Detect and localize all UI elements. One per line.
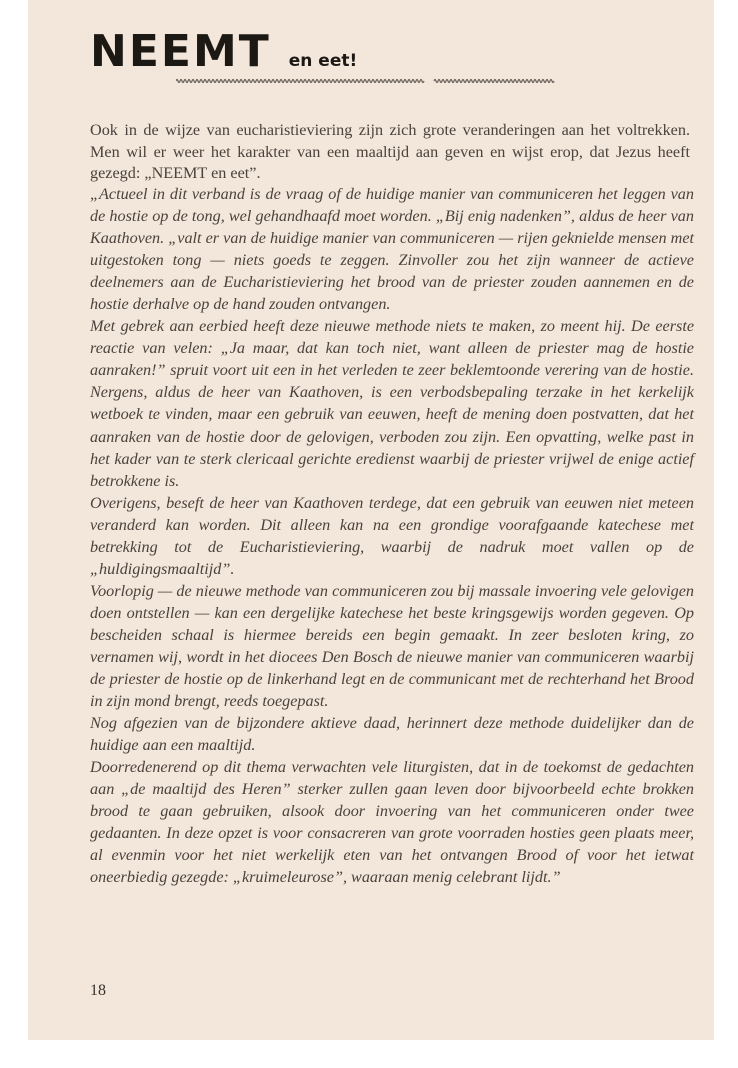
page-number: 18 <box>90 982 106 999</box>
article-title: NEEMT <box>90 26 271 77</box>
body-paragraph: Nog afgezien van de bijzondere aktieve daad, herinnert deze methode duidelijker dan de huidige aan een maaltijd. <box>90 714 694 755</box>
body-paragraph: Voorlopig — de nieuwe methode van communiceren zou bij massale invoering vele gelovigen doen ontstellen — kan een dergelijke katechese het beste kringsgewijs worden gegeven. Op bescheiden schaal is hiermee bereids een begin gemaakt. In zeer besloten kring, zo vernamen wij, wordt in het diocees Den Bosch de nieuwe manier van communiceren waarbij de priester de hostie op de linkerhand legt en de communicant met de rechterhand het Brood in zijn mond brengt, reeds toegepast. <box>90 581 694 711</box>
article-intro: Ook in de wijze van eucharistieviering zijn zich grote veranderingen aan het voltrekken. Men wil er weer het karakter van een maaltijd aan geven en wijst erop, dat Jezus heeft gezegd: „NEEMT en eet”. <box>90 121 690 182</box>
wavy-rule-ornament <box>176 76 556 86</box>
article-subtitle: en eet! <box>288 51 358 71</box>
body-paragraph: „Actueel in dit verband is de vraag of de huidige manier van communiceren het leggen van de hostie op de tong, wel gehandhaafd moet worden. „Bij enig nadenken”, aldus de heer van Kaathoven. „valt er van de huidige manier van communiceren — rijen geknielde mensen met uitgestoken tong — niets goeds te zeggen. Zinvoller zou het zijn wanneer de actieve deelnemers aan de Eucharistieviering het brood van de priester zouden aannemen en de hostie derhalve op de hand zouden ontvangen. <box>90 185 694 314</box>
body-paragraph: Met gebrek aan eerbied heeft deze nieuwe methode niets te maken, zo meent hij. De eerste reactie van velen: „Ja maar, dat kan toch niet, want alleen de priester mag de hostie aanraken!” spruit voort uit een in het verleden te zeer beklemtoonde verering van de hostie. Nergens, aldus de heer van Kaathoven, is een verbodsbepaling terzake in het kerkelijk wetboek te vinden, maar een gebruik van eeuwen, heeft de mening doen postvatten, dat het aanraken van de hostie door de gelovigen, verboden zou zijn. Een opvatting, welke past in het kader van te sterk clericaal gerichte eredienst waarbij de priester vrijwel de enige actief betrokkene is. <box>90 317 694 490</box>
magazine-page <box>28 0 714 1040</box>
body-paragraph: Overigens, beseft de heer van Kaathoven terdege, dat een gebruik van eeuwen niet meteen veranderd kan worden. Dit alleen kan na een grondige voorafgaande katechese met betrekking tot de Eucharistieviering, waarbij de nadruk moet vallen op de „huldigingsmaaltijd”. <box>90 493 694 578</box>
article-heading <box>90 26 357 77</box>
article-body <box>90 183 694 889</box>
body-paragraph: Doorredenerend op dit thema verwachten vele liturgisten, dat in de toekomst de gedachten aan „de maaltijd des Heren” sterker zullen gaan leven door bijvoorbeeld echte brokken brood te gaan gebruiken, alsook door invoering van het communiceren onder twee gedaanten. In deze opzet is voor consacreren van grote voorraden hosties geen plaats meer, al evenmin voor het niet werkelijk eten van het ontvangen Brood of voor het ietwat oneerbiedig gezegde: „kruimeleurose”, waaraan menig celebrant lijdt.” <box>90 758 694 887</box>
